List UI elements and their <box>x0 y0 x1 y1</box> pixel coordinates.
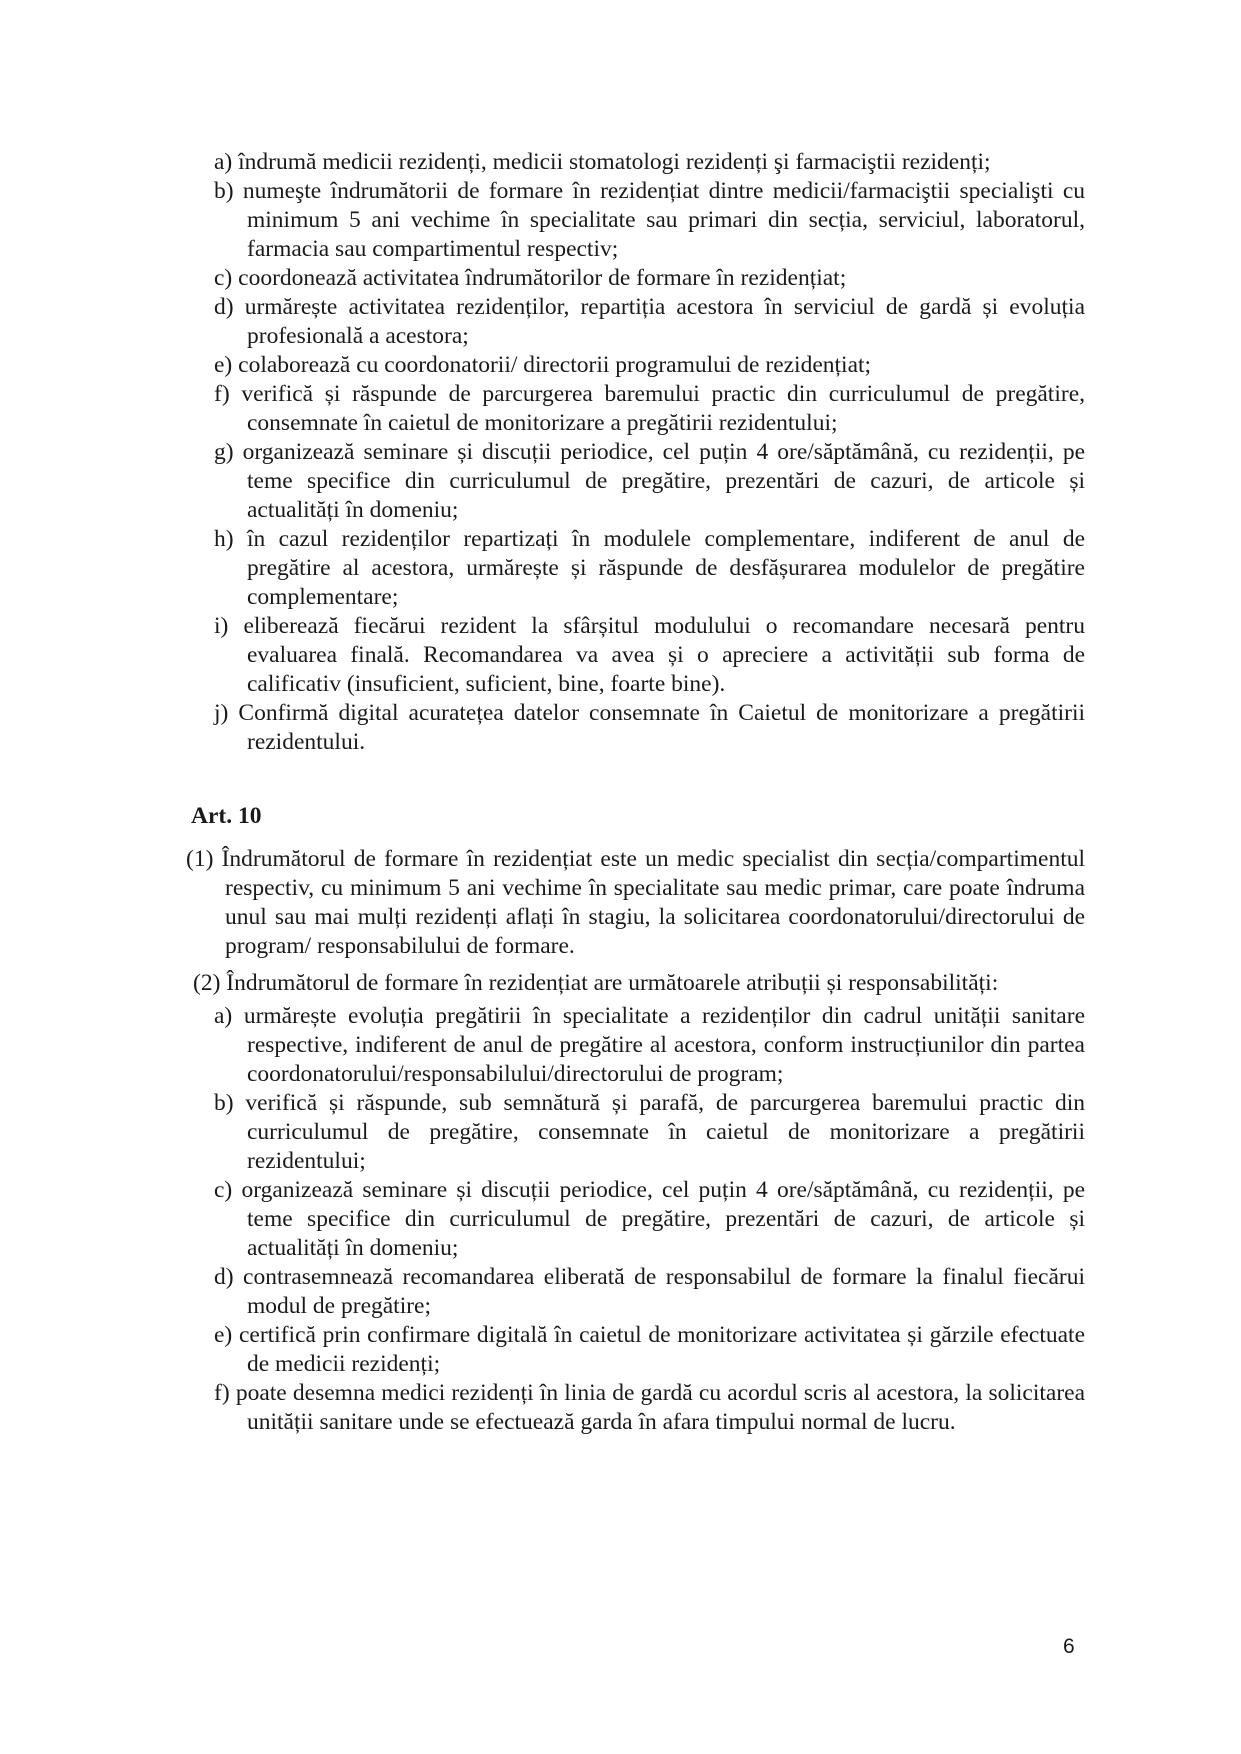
article-title: Art. 10 <box>191 803 262 829</box>
list-item: g) organizează seminare și discuții periodice, cel puțin 4 ore/săptămână, cu rezidenții, pe teme specifice din curriculumul de pregătire, prezentări de cazuri, de articole și actualități în domeniu; <box>214 439 1085 523</box>
list-item: h) în cazul rezidenților repartizați în modulele complementare, indiferent de anul de pregătire al acestora, urmărește și răspunde de desfășurarea modulelor de pregătire complementare; <box>214 526 1086 610</box>
list-item: c) coordonează activitatea îndrumătorilor de formare în rezidențiat; <box>214 265 847 291</box>
indrumator-duties-list <box>214 1002 1085 1437</box>
responsabil-duties-list <box>214 148 1085 757</box>
paragraph-label: (2) <box>193 970 221 996</box>
paragraph-text: Îndrumătorul de formare în rezidențiat are următoarele atribuții și responsabilități: <box>226 970 999 996</box>
list-item: d) urmărește activitatea rezidenților, repartiția acestora în serviciul de gardă și evoluția profesională a acestora; <box>214 294 1086 349</box>
list-item: j) Confirmă digital acuratețea datelor consemnate în Caietul de monitorizare a pregătirii rezidentului. <box>214 700 1086 755</box>
article-paragraph-1 <box>186 845 1085 961</box>
list-item: e) certifică prin confirmare digitală în caietul de monitorizare activitatea și gărzile efectuate de medicii rezidenți; <box>214 1322 1086 1377</box>
paragraph-text: Îndrumătorul de formare în rezidențiat este un medic specialist din secția/compartimentul respectiv, cu minimum 5 ani vechime în specialitate sau medic primar, care poate îndruma unul sau mai mulți rezidenți aflați în stagiu, la solicitarea coordonatorului/directorului de program/ responsabilului de formare. <box>221 846 1085 959</box>
list-item: e) colaborează cu coordonatorii/ directorii programului de rezidențiat; <box>214 352 872 378</box>
list-item: b) numeşte îndrumătorii de formare în rezidențiat dintre medicii/farmaciştii specialişti cu minimum 5 ani vechime în specialitate sau primari din secția, serviciul, laboratorul, farmacia sau compartimentul respectiv; <box>214 178 1086 262</box>
list-item: a) urmărește evoluția pregătirii în specialitate a rezidenților din cadrul unității sanitare respective, indiferent de anul de pregătire al acestora, conform instrucțiunilor din partea coordonatorului/responsabilului/directorului de program; <box>214 1003 1085 1087</box>
list-item: f) verifică și răspunde de parcurgerea baremului practic din curriculumul de pregătire, consemnate în caietul de monitorizare a pregătirii rezidentului; <box>214 381 1086 436</box>
list-item: b) verifică și răspunde, sub semnătură și parafă, de parcurgerea baremului practic din curriculumul de pregătire, consemnate în caietul de monitorizare a pregătirii rezidentului; <box>214 1090 1086 1174</box>
list-item: f) poate desemna medici rezidenți în linia de gardă cu acordul scris al acestora, la solicitarea unității sanitare unde se efectuează garda în afara timpului normal de lucru. <box>214 1380 1086 1435</box>
list-item: i) eliberează fiecărui rezident la sfârșitul modulului o recomandare necesară pentru evaluarea finală. Recomandarea va avea și o apreciere a activității sub forma de calificativ (insuficient, suficient, bine, foarte bine). <box>214 613 1086 697</box>
page-number: 6 <box>1063 1635 1075 1658</box>
list-item: c) organizează seminare și discuții periodice, cel puțin 4 ore/săptămână, cu rezidenții, pe teme specifice din curriculumul de pregătire, prezentări de cazuri, de articole și actualități în domeniu; <box>214 1177 1085 1261</box>
article-paragraph-2 <box>193 969 1085 998</box>
paragraph-label: (1) <box>186 846 214 872</box>
list-item: a) îndrumă medicii rezidenți, medicii stomatologi rezidenți şi farmaciştii rezidenți; <box>214 149 991 175</box>
list-item: d) contrasemnează recomandarea eliberată de responsabilul de formare la finalul fiecărui modul de pregătire; <box>214 1264 1085 1319</box>
